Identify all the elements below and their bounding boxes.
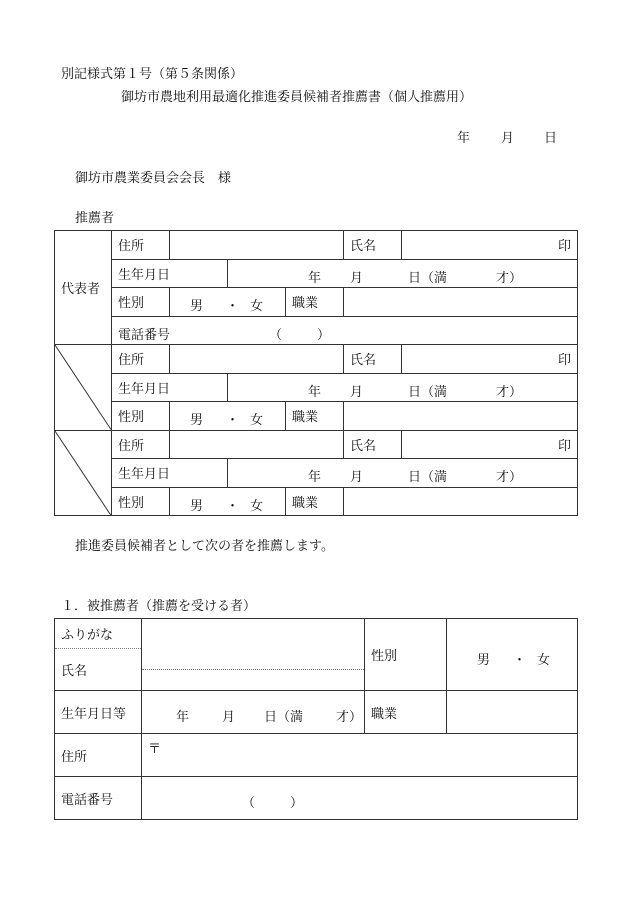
furigana-label: ふりがな: [55, 619, 141, 649]
seal-mark: 印: [558, 438, 572, 454]
age-close-label: 才）: [496, 384, 523, 400]
age-close-label: 才）: [496, 470, 523, 485]
section1-heading: １．被推薦者（推薦を受ける者）: [61, 599, 257, 614]
year-label: 年: [308, 270, 322, 286]
rec2-gender-row: [55, 402, 578, 431]
birthdate-label: 生年月日: [112, 259, 228, 288]
year-label: 年: [308, 470, 322, 485]
male-option[interactable]: 男: [190, 413, 204, 428]
rep-address-input[interactable]: [170, 231, 344, 260]
day-age-open-label: 日（満: [408, 470, 448, 485]
paren-close: ）: [317, 327, 331, 343]
female-option[interactable]: 女: [250, 299, 264, 314]
recommender-table: [54, 230, 578, 516]
rec2-occupation-input[interactable]: [344, 402, 578, 431]
recommendation-statement: 推進委員候補者として次の者を推薦します。: [75, 539, 334, 554]
postal-mark: 〒: [148, 742, 162, 757]
rep-gender-row: [55, 288, 578, 317]
female-option[interactable]: 女: [250, 413, 264, 428]
diagonal-slash: [55, 431, 111, 516]
nominee-address-input[interactable]: [142, 734, 578, 777]
year-label: 年: [176, 710, 190, 725]
separator-dot: ・: [226, 413, 240, 428]
name-label: 氏名: [61, 664, 88, 679]
phone-label: 電話番号: [118, 327, 171, 343]
nominee-occupation-input[interactable]: [447, 691, 578, 734]
male-option[interactable]: 男: [190, 299, 204, 314]
rec3-birthdate-input[interactable]: [228, 459, 578, 488]
day-age-open-label: 日（満: [408, 384, 448, 400]
addressee: 御坊市農業委員会会長 様: [75, 171, 232, 186]
rep-name-input[interactable]: [402, 231, 578, 260]
month-label: 月: [222, 710, 236, 725]
nominee-name-input[interactable]: [142, 619, 365, 691]
rec2-birthdate-row: [55, 373, 578, 402]
rec3-gender-row: [55, 487, 578, 516]
gender-label: 性別: [112, 487, 170, 516]
year-label: 年: [308, 384, 322, 400]
rep-phone-cell[interactable]: [112, 316, 578, 345]
birthdate-etc-label: 生年月日等: [55, 691, 142, 734]
separator-dot: ・: [226, 299, 240, 314]
nominee-phone-input[interactable]: [142, 777, 578, 820]
rec2-address-input[interactable]: [170, 345, 344, 374]
rep-occupation-input[interactable]: [344, 288, 578, 317]
document-title: 御坊市農地利用最適化推進委員候補者推薦書（個人推薦用）: [121, 90, 473, 105]
rep-birthdate-input[interactable]: [228, 259, 578, 288]
diagonal-slash: [55, 345, 111, 430]
separator-dot: ・: [513, 653, 527, 668]
month-label: 月: [350, 384, 364, 400]
day-age-open-label: 日（満: [408, 270, 448, 286]
seal-mark: 印: [558, 353, 572, 369]
recommender-label: 推薦者: [75, 211, 115, 226]
address-label: 住所: [55, 734, 142, 777]
address-label: 住所: [112, 345, 170, 374]
day-age-open-label: 日（満: [264, 710, 304, 725]
female-option[interactable]: 女: [537, 653, 551, 668]
nominee-table: [54, 618, 578, 820]
rec2-birthdate-input[interactable]: [228, 373, 578, 402]
age-close-label: 才）: [496, 270, 523, 286]
address-label: 住所: [112, 231, 170, 260]
rec3-address-input[interactable]: [170, 430, 344, 459]
name-label: 氏名: [344, 345, 402, 374]
gender-label: 性別: [365, 619, 447, 691]
gender-label: 性別: [112, 402, 170, 431]
nominee-birthdate-row: [55, 691, 578, 734]
rec2-address-row: [55, 345, 578, 374]
seal-mark: 印: [558, 239, 572, 255]
paren-close: ）: [290, 796, 304, 811]
birthdate-label: 生年月日: [112, 373, 228, 402]
rec2-gender-select[interactable]: [170, 402, 286, 431]
rep-gender-select[interactable]: [170, 288, 286, 317]
nominee-birthdate-input[interactable]: [142, 691, 365, 734]
date-day-label: 日: [544, 131, 558, 146]
rec3-birthdate-row: [55, 459, 578, 488]
female-option[interactable]: 女: [250, 498, 264, 514]
rec3-address-row: [55, 430, 578, 459]
furigana-name-labels: [55, 619, 142, 691]
occupation-label: 職業: [286, 288, 344, 317]
occupation-label: 職業: [286, 402, 344, 431]
birthdate-label: 生年月日: [112, 459, 228, 488]
rep-birthdate-row: [55, 259, 578, 288]
name-label: 氏名: [344, 231, 402, 260]
rec2-diagonal-cell: [55, 345, 112, 431]
nominee-address-row: [55, 734, 578, 777]
month-label: 月: [350, 270, 364, 286]
occupation-label: 職業: [365, 691, 447, 734]
male-option[interactable]: 男: [477, 653, 491, 668]
form-number: 別記様式第１号（第５条関係）: [61, 67, 244, 82]
paren-open: （: [242, 796, 256, 811]
address-label: 住所: [112, 430, 170, 459]
rep-phone-row: [55, 316, 578, 345]
nominee-furigana-input[interactable]: [142, 639, 364, 670]
occupation-label: 職業: [286, 487, 344, 516]
separator-dot: ・: [226, 498, 240, 514]
rec3-name-input[interactable]: [402, 430, 578, 459]
representative-label: 代表者: [55, 231, 112, 345]
nominee-phone-row: [55, 777, 578, 820]
age-close-label: 才）: [336, 710, 363, 725]
rec3-gender-select[interactable]: [170, 487, 286, 516]
nominee-name-row: [55, 619, 578, 691]
gender-label: 性別: [112, 288, 170, 317]
month-label: 月: [350, 470, 364, 485]
rec3-occupation-input[interactable]: [344, 487, 578, 516]
rec2-name-input[interactable]: [402, 345, 578, 374]
rep-address-row: [55, 231, 578, 260]
date-year-label: 年: [457, 131, 471, 146]
paren-open: （: [269, 327, 283, 343]
phone-label: 電話番号: [55, 777, 142, 820]
male-option[interactable]: 男: [190, 498, 204, 514]
nominee-gender-select[interactable]: [447, 619, 578, 691]
date-month-label: 月: [501, 131, 515, 146]
name-label: 氏名: [344, 430, 402, 459]
rec3-diagonal-cell: [55, 430, 112, 516]
